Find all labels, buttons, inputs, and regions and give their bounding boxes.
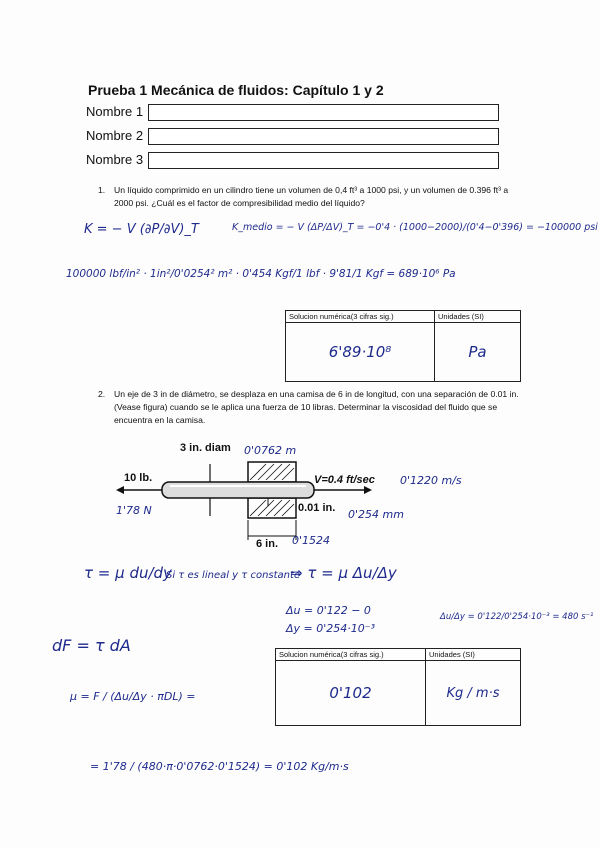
q2-force-si: 1'78 N xyxy=(116,504,152,517)
q2-velocity-si: 0'1220 m/s xyxy=(400,474,462,487)
q2-answer-table xyxy=(275,648,521,726)
q1-k-definition: K = − V (∂P/∂V)_T xyxy=(84,222,199,237)
name-label-1: Nombre 1 xyxy=(86,104,144,119)
question-2-number: 2. xyxy=(98,389,106,399)
page-title: Prueba 1 Mecánica de fluidos: Capítulo 1 y 2 xyxy=(88,82,384,98)
q2-mu-formula: μ = F / (Δu/Δy · πDL) = xyxy=(70,690,196,703)
q2-delta-u: Δu = 0'122 − 0 xyxy=(286,604,371,617)
label-length: 6 in. xyxy=(256,538,279,550)
label-gap: 0.01 in. xyxy=(298,502,336,514)
name-row-2 xyxy=(86,128,143,143)
q1-answer-value[interactable]: 6'89·10⁸ xyxy=(328,342,392,361)
q2-tau-note: Si τ es lineal y τ constante xyxy=(166,570,301,581)
velocity-arrowhead xyxy=(364,486,372,494)
q1-answer-table xyxy=(285,310,521,382)
q2-length-si: 0'1524 xyxy=(292,534,331,547)
label-diameter: 3 in. diam xyxy=(180,442,231,454)
q1-unit-conversion: 100000 lbf/in² · 1in²/0'0254² m² · 0'454 Kgf/1 lbf · 9'81/1 Kgf = 689·10⁶ Pa xyxy=(66,268,456,280)
name-field-3[interactable] xyxy=(148,152,499,169)
q2-tau-definition: τ = μ du/dy xyxy=(84,564,172,582)
q2-col-numeric-header: Solucion numérica(3 cifras sig.) xyxy=(276,649,426,661)
q2-delta-y: Δy = 0'254·10⁻³ xyxy=(286,622,375,635)
q2-col-units-header: Unidades (SI) xyxy=(426,649,521,661)
name-field-1[interactable] xyxy=(148,104,499,121)
name-field-2[interactable] xyxy=(148,128,499,145)
q2-dF-relation: dF = τ dA xyxy=(52,636,131,655)
q2-diameter-si: 0'0762 m xyxy=(244,444,297,457)
name-row-1 xyxy=(86,104,143,119)
q2-answer-value[interactable]: 0'102 xyxy=(329,683,372,702)
q2-answer-unit[interactable]: Kg / m·s xyxy=(446,686,500,701)
question-1-number: 1. xyxy=(98,185,106,195)
label-force: 10 lb. xyxy=(124,472,153,484)
label-velocity: V=0.4 ft/sec xyxy=(314,474,375,486)
q1-col-numeric-header: Solucion numérica(3 cifras sig.) xyxy=(286,311,435,323)
q2-gap-si: 0'254 mm xyxy=(348,508,404,521)
question-1-text: Un líquido comprimido en un cilindro tiene un volumen de 0,4 ft³ a 1000 psi, y un volumen de 0.396 ft³ a 2000 psi. ¿Cuál es el factor de compresibilidad medio del líquido? xyxy=(114,185,509,208)
q2-tau-linear: ⇒ τ = μ Δu/Δy xyxy=(290,564,397,582)
shaft xyxy=(162,482,314,498)
question-2 xyxy=(98,388,524,427)
shaft-figure xyxy=(110,440,440,555)
q1-answer-unit[interactable]: Pa xyxy=(468,342,487,361)
name-label-3: Nombre 3 xyxy=(86,152,144,167)
q1-col-units-header: Unidades (SI) xyxy=(435,311,521,323)
name-label-2: Nombre 2 xyxy=(86,128,144,143)
force-arrowhead xyxy=(116,486,124,494)
question-1 xyxy=(98,184,524,210)
q2-mu-numeric: = 1'78 / (480·π·0'0762·0'1524) = 0'102 Kg/m·s xyxy=(90,760,349,773)
q2-velocity-gradient: Δu/Δy = 0'122/0'254·10⁻³ = 480 s⁻¹ xyxy=(440,612,594,622)
name-row-3 xyxy=(86,152,143,167)
q1-k-medio: K_medio = − V (ΔP/ΔV)_T = −0'4 · (1000−2000)/(0'4−0'396) = −100000 psi xyxy=(232,222,598,233)
question-2-text: Un eje de 3 in de diámetro, se desplaza en una camisa de 6 in de longitud, con una separación de 0.01 in. (Vease figura) cuando se le aplica una fuerza de 10 libras. Determinar la viscosidad del fluido que se encuentra en la camisa. xyxy=(114,389,519,425)
